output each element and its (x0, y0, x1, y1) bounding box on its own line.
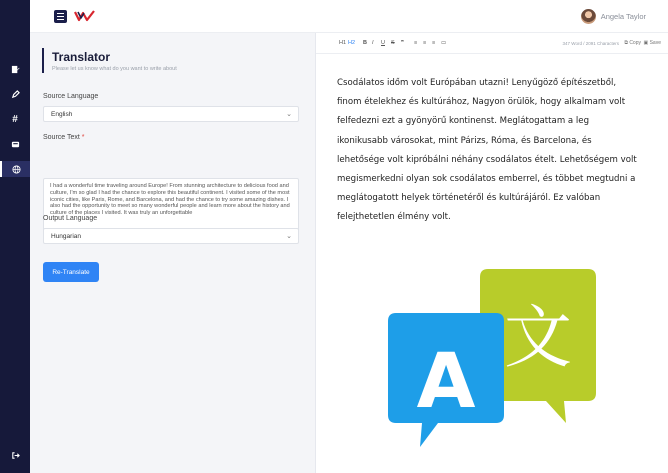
image-button[interactable]: ▭ (441, 40, 447, 46)
quote-button[interactable]: ❞ (401, 40, 404, 46)
strike-button[interactable]: S (391, 40, 395, 46)
hashtag-icon[interactable]: # (12, 113, 18, 125)
copy-icon: ⧉ (624, 40, 628, 46)
save-label: Save (649, 40, 661, 46)
pen-icon[interactable] (0, 86, 30, 102)
bold-button[interactable]: B (363, 40, 367, 46)
source-text-label-text: Source Text (43, 134, 80, 141)
output-editor (315, 33, 668, 473)
bullet-list-button[interactable]: ≡ (414, 40, 418, 46)
inbox-icon[interactable] (0, 136, 30, 152)
translation-illustration (388, 265, 598, 450)
source-language-value: English (51, 111, 73, 118)
h2-button[interactable]: H2 (348, 40, 356, 46)
italic-button[interactable]: I (372, 40, 374, 46)
source-language-label: Source Language (43, 93, 99, 100)
top-bar (30, 0, 668, 33)
chinese-glyph: 文 (503, 299, 573, 378)
h1-button[interactable]: H1 (339, 40, 347, 46)
align-button[interactable]: ≡ (432, 40, 436, 46)
editor-toolbar (316, 33, 668, 54)
source-language-select[interactable] (43, 106, 299, 122)
globe-icon[interactable] (0, 161, 30, 177)
copy-label: Copy (629, 40, 641, 46)
menu-toggle-button[interactable] (54, 10, 67, 23)
output-language-label: Output Language (43, 215, 98, 222)
ordered-list-button[interactable]: ≡ (423, 40, 427, 46)
save-icon: ▣ (643, 40, 649, 46)
translator-form (30, 33, 315, 473)
output-language-value: Hungarian (51, 233, 81, 240)
avatar (581, 9, 596, 24)
underline-button[interactable]: U (381, 40, 385, 46)
required-mark: * (81, 134, 85, 141)
sidebar-rail (0, 0, 30, 473)
user-name: Angela Taylor (600, 12, 646, 21)
page-subtitle: Please let us know what do you want to write about (52, 66, 177, 72)
source-text-input[interactable]: I had a wonderful time traveling around Europe! From stunning architecture to delicious food and culture, I'm so glad I had the chance to explore this beautiful continent. I visited some of the most iconic cities, like Paris, Rome, and Barcelona, and had the chance to try some amazing dishes. I also had the opportunity to meet so many wonderful people and learn more about the history and culture of the places I visited. It was truly an unforgettable (43, 178, 299, 235)
chevron-down-icon: ⌄ (286, 233, 292, 240)
logout-icon[interactable] (0, 447, 30, 463)
translated-text[interactable]: Csodálatos időm volt Európában utazni! Lenyűgöző építészetből, finom ételekhez és kultúrához, Nagyon örülök, hogy alkalmam volt felfedezni ezt a gyönyörű kontinenst. Meglátogattam a leg ikonikusabb városokat, mint Párizs, Róma, és Barcelona, és lehetősége volt kipróbálni néhány csodálatos ételt. Lehetőségem volt megismerkedni olyan sok csodálatos emberrel, és többet megtudni a meglátogatott helyek történetéről és kultúrájáról. Ez valóban felejthetetlen élmény volt. (337, 78, 637, 223)
source-text-label (43, 134, 85, 141)
output-language-select[interactable] (43, 228, 299, 244)
retranslate-button[interactable]: Re-Translate (43, 262, 99, 282)
user-menu[interactable] (581, 9, 646, 24)
word-count: 347 Word / 2091 Characters (562, 41, 619, 46)
edit-doc-icon[interactable] (0, 61, 30, 77)
page-title: Translator (52, 50, 111, 64)
brand-logo (74, 9, 96, 23)
chevron-down-icon: ⌄ (286, 111, 292, 118)
title-accent-bar (42, 48, 44, 73)
save-button[interactable] (643, 40, 661, 46)
latin-glyph: A (416, 336, 476, 425)
copy-button[interactable] (624, 40, 641, 46)
